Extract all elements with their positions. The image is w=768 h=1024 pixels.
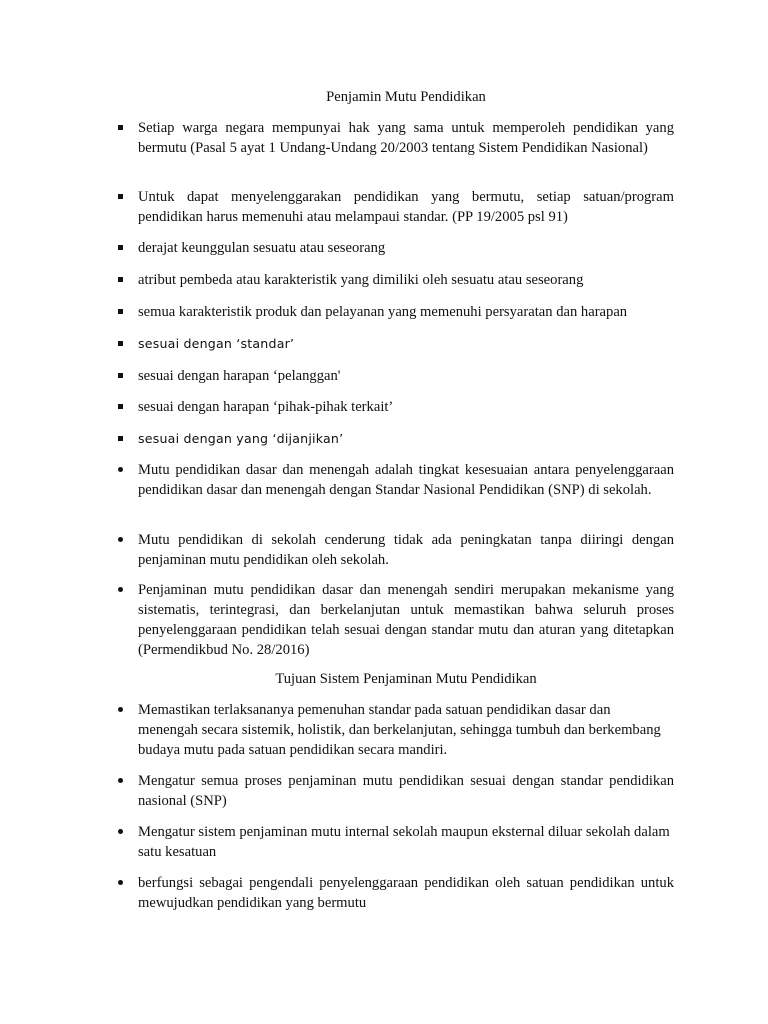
list-item (117, 118, 674, 158)
list-item-text: berfungsi sebagai pengendali penyelenggaraan pendidikan oleh satuan pendidikan untuk mewujudkan pendidikan yang bermutu (138, 875, 674, 911)
list-item (117, 187, 674, 227)
list-item-text: semua karakteristik produk dan pelayanan yang memenuhi persyaratan dan harapan (138, 304, 628, 320)
list-item (117, 580, 674, 660)
list-item-text: sesuai dengan harapan ‘pelanggan' (138, 368, 341, 384)
list-item (117, 270, 674, 290)
list-item-text: sesuai dengan ‘standar’ (138, 336, 295, 351)
list-item (117, 366, 674, 386)
list-item (117, 530, 674, 570)
list-item (117, 429, 674, 449)
list-item (117, 822, 674, 862)
list-item (117, 700, 674, 760)
list-item (117, 397, 674, 417)
list-item-text: Mengatur semua proses penjaminan mutu pendidikan sesuai dengan standar pendidikan nasional (SNP) (138, 773, 674, 809)
list-item-text: Memastikan terlaksananya pemenuhan standar pada satuan pendidikan dasar dan menengah secara sistemik, holistik, dan berkelanjutan, sehingga tumbuh dan berkembang budaya mutu pada satuan pendidikan secara mandiri. (138, 702, 661, 758)
list-item-text: Penjaminan mutu pendidikan dasar dan menengah sendiri merupakan mekanisme yang sistematis, terintegrasi, dan berkelanjutan untuk memastikan bahwa seluruh proses penyelenggaraan pendidikan telah sesuai dengan standar mutu dan aturan yang ditetapkan (Permendikbud No. 28/2016) (138, 582, 674, 658)
section-heading-penjamin-mutu: Penjamin Mutu Pendidikan (326, 89, 486, 105)
list-item-text: Untuk dapat menyelenggarakan pendidikan yang bermutu, setiap satuan/program pendidikan harus memenuhi atau melampaui standar. (PP 19/2005 psl 91) (138, 189, 674, 225)
list-item-text: Mutu pendidikan dasar dan menengah adalah tingkat kesesuaian antara penyelenggaraan pendidikan dasar dan menengah dengan Standar Nasional Pendidikan (SNP) di sekolah. (138, 462, 674, 498)
list-item (117, 238, 674, 258)
list-item-text: atribut pembeda atau karakteristik yang dimiliki oleh sesuatu atau seseorang (138, 272, 584, 288)
list-item (117, 334, 674, 354)
list-item-text: Mengatur sistem penjaminan mutu internal sekolah maupun eksternal diluar sekolah dalam satu kesatuan (138, 824, 670, 860)
list-item (117, 873, 674, 913)
section-heading-tujuan: Tujuan Sistem Penjaminan Mutu Pendidikan (275, 671, 537, 687)
list-item-text: Setiap warga negara mempunyai hak yang sama untuk memperoleh pendidikan yang bermutu (Pasal 5 ayat 1 Undang-Undang 20/2003 tentang Sistem Pendidikan Nasional) (138, 120, 674, 156)
list-item-text: Mutu pendidikan di sekolah cenderung tidak ada peningkatan tanpa diiringi dengan penjaminan mutu pendidikan oleh sekolah. (138, 532, 674, 568)
list-item-text: sesuai dengan harapan ‘pihak-pihak terkait’ (138, 399, 394, 415)
list-item (117, 302, 674, 322)
list-item (117, 771, 674, 811)
list-item-text: derajat keunggulan sesuatu atau seseorang (138, 240, 386, 256)
list-item-text: sesuai dengan yang ‘dijanjikan’ (138, 431, 344, 446)
list-item (117, 460, 674, 500)
